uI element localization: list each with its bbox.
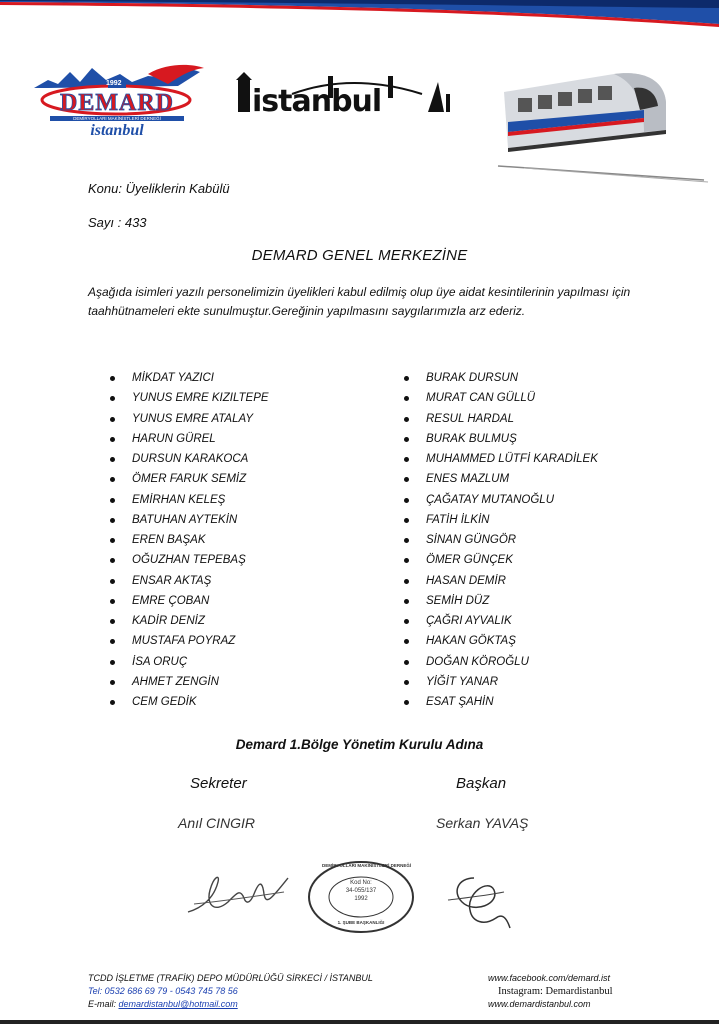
footer-email-row (88, 998, 448, 1011)
official-stamp (306, 860, 416, 934)
list-item: MİKDAT YAZICI (110, 368, 269, 388)
list-item: HASAN DEMİR (404, 571, 598, 591)
list-item: SEMİH DÜZ (404, 591, 598, 611)
list-item: HARUN GÜREL (110, 429, 269, 449)
stamp-kod-label: Kod No: (350, 880, 372, 886)
stamp-ring-text: DEMİRYOLLARI MAKİNİSTLERİ DERNEĞİ (322, 863, 412, 868)
secretary-title: Sekreter (190, 775, 247, 792)
list-item: BATUHAN AYTEKİN (110, 510, 269, 530)
member-list-right (404, 368, 598, 712)
demard-logo-tagline: DEMİRYOLLARI MAKİNİSTLERİ DERNEĞİ (50, 116, 184, 121)
stamp-kod-number: 34-055/137 (345, 888, 377, 894)
list-item: BURAK DURSUN (404, 368, 598, 388)
demard-logo-year: 1992 (106, 80, 122, 87)
list-item: ÖMER FARUK SEMİZ (110, 469, 269, 489)
demard-logo (28, 60, 208, 146)
list-item: RESUL HARDAL (404, 409, 598, 429)
list-item: KADİR DENİZ (110, 611, 269, 631)
footer-website[interactable]: www.demardistanbul.com (488, 999, 591, 1009)
president-signature (444, 870, 514, 932)
footer-instagram[interactable]: Instagram: Demardistanbul (498, 986, 613, 997)
list-item: ENSAR AKTAŞ (110, 571, 269, 591)
list-item: BURAK BULMUŞ (404, 429, 598, 449)
list-item: ENES MAZLUM (404, 469, 598, 489)
list-item: OĞUZHAN TEPEBAŞ (110, 550, 269, 570)
bottom-border (0, 1020, 719, 1024)
list-item: MUSTAFA POYRAZ (110, 631, 269, 651)
list-item: DURSUN KARAKOCA (110, 449, 269, 469)
list-item: SİNAN GÜNGÖR (404, 530, 598, 550)
demard-logo-city: istanbul (90, 122, 144, 139)
list-item: HAKAN GÖKTAŞ (404, 631, 598, 651)
footer-right (488, 972, 698, 1011)
istanbul-logo-text: istanbul (252, 84, 382, 119)
footer-email-label: E-mail: (88, 999, 119, 1009)
list-item: AHMET ZENGİN (110, 672, 269, 692)
president-name: Serkan YAVAŞ (436, 815, 529, 831)
subject-line: Konu: Üyeliklerin Kabülü (88, 181, 230, 196)
list-item: EREN BAŞAK (110, 530, 269, 550)
istanbul-logo (232, 72, 468, 122)
list-item: ÖMER GÜNÇEK (404, 550, 598, 570)
list-item: EMİRHAN KELEŞ (110, 490, 269, 510)
list-item: YİĞİT YANAR (404, 672, 598, 692)
reference-number: Sayı : 433 (88, 215, 147, 230)
list-item: MURAT CAN GÜLLÜ (404, 388, 598, 408)
stamp-branch: 1. ŞUBE BAŞKANLIĞI (337, 920, 385, 925)
board-heading: Demard 1.Bölge Yönetim Kurulu Adına (235, 737, 484, 752)
list-item: FATİH İLKİN (404, 510, 598, 530)
footer-facebook[interactable]: www.facebook.com/demard.ist (488, 973, 611, 983)
list-item: İSA ORUÇ (110, 652, 269, 672)
secretary-signature (184, 868, 294, 920)
recipient-heading: DEMARD GENEL MERKEZİNE (251, 247, 468, 264)
train-image (494, 62, 714, 182)
stamp-year: 1992 (354, 896, 368, 902)
footer-phone: Tel: 0532 686 69 79 - 0543 745 78 56 (88, 986, 238, 996)
member-list-left (110, 368, 269, 712)
list-item: ÇAĞRI AYVALIK (404, 611, 598, 631)
footer-left (88, 972, 448, 1011)
list-item: DOĞAN KÖROĞLU (404, 652, 598, 672)
demard-logo-name: DEMARD (60, 90, 174, 116)
footer-address: TCDD İŞLETME (TRAFİK) DEPO MÜDÜRLÜĞÜ SİRKECİ / İSTANBUL (88, 973, 373, 983)
top-decorative-bar (0, 0, 719, 30)
letter-body: Aşağıda isimleri yazılı personelimizin üyelikleri kabul edilmiş olup üye aidat kesintilerinin yapılması için taahhütnameleri ekte sunulmuştur.Gereğinin yapılmasını saygılarımızla arz ederiz. (88, 285, 631, 318)
list-item: ÇAĞATAY MUTANOĞLU (404, 490, 598, 510)
list-item: CEM GEDİK (110, 692, 269, 712)
secretary-name: Anıl CINGIR (178, 815, 256, 831)
footer-email-link[interactable]: demardistanbul@hotmail.com (118, 999, 238, 1009)
list-item: YUNUS EMRE KIZILTEPE (110, 388, 269, 408)
list-item: YUNUS EMRE ATALAY (110, 409, 269, 429)
list-item: EMRE ÇOBAN (110, 591, 269, 611)
list-item: ESAT ŞAHİN (404, 692, 598, 712)
list-item: MUHAMMED LÜTFİ KARADİLEK (404, 449, 598, 469)
president-title: Başkan (456, 775, 507, 792)
